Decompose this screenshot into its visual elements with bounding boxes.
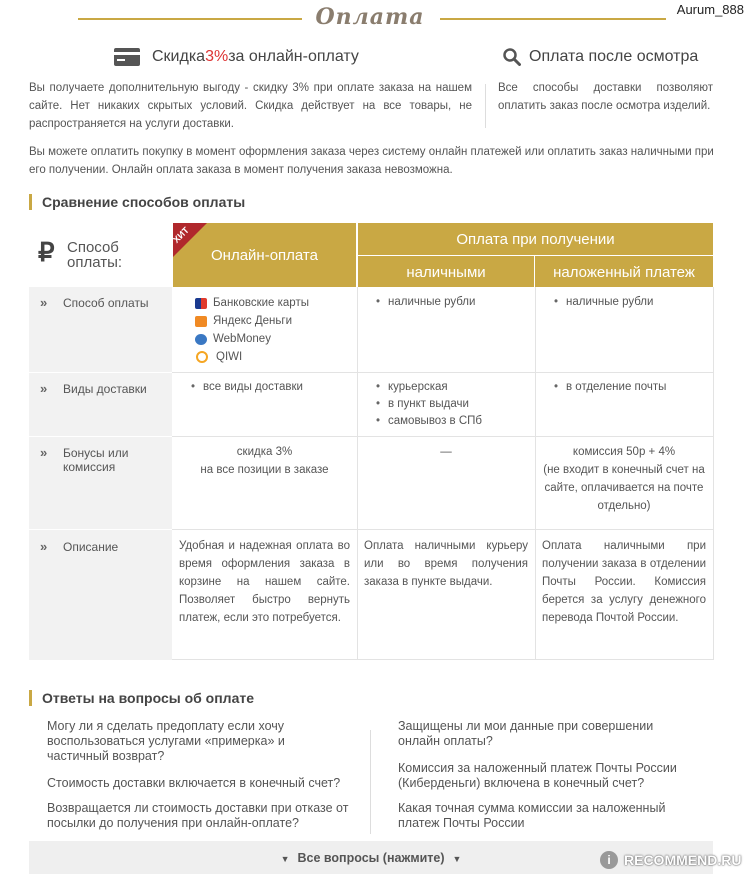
- payment-method-item: [195, 348, 309, 366]
- grid-line: [172, 659, 713, 660]
- cod-delivery-list: [552, 379, 666, 396]
- chevron-double-right-icon: »: [40, 539, 48, 554]
- paragraph-divider: [485, 84, 486, 128]
- faq-question-link[interactable]: Защищены ли мои данные при совершении онлайн оплаты?: [398, 719, 654, 748]
- faq-question-link[interactable]: Стоимость доставки включается в конечный счет?: [47, 776, 341, 790]
- column-header-on-receipt: [358, 223, 713, 255]
- yandex-money-icon: [195, 316, 207, 327]
- caret-down-icon: ▼: [452, 854, 462, 864]
- cod-description: Оплата наличными при получении заказа в отделении Почты России. Комиссия берется за услугу денежного перевода Почтой России.: [542, 540, 706, 624]
- feature-prefix: Скидка: [152, 48, 206, 65]
- recommend-logo-icon: i: [600, 851, 618, 869]
- corner-cell: [29, 223, 172, 287]
- payment-method-label: Яндекс Деньги: [213, 315, 293, 327]
- payment-method-label: QIWI: [216, 351, 243, 363]
- column-on-receipt-label: Оплата при получении: [456, 231, 615, 248]
- online-delivery-list: [189, 379, 303, 396]
- discount-highlight: 3%: [205, 48, 229, 65]
- list-item: • наличные рубли: [374, 294, 475, 311]
- chevron-double-right-icon: »: [40, 445, 48, 460]
- faq-question-link[interactable]: Возвращается ли стоимость доставки при отказе от посылки до получения при онлайн-оплате?: [47, 801, 349, 830]
- online-description: Удобная и надежная оплата во время оформления заказа в корзине на нашем сайте. Позволяет быстро вернуть платеж, если это потребуется.: [179, 540, 350, 624]
- grid-line: [713, 287, 714, 660]
- header-divider-right: [440, 18, 666, 20]
- visa-mastercard-icon: [195, 298, 207, 309]
- comparison-section-title: Сравнение способов оплаты: [29, 194, 245, 210]
- page-title: Оплата: [315, 4, 425, 30]
- list-item: • наличные рубли: [552, 294, 653, 311]
- column-header-cod: [535, 256, 713, 287]
- cash-bonus: —: [440, 446, 452, 458]
- online-bonus-line: скидка 3%: [236, 446, 293, 458]
- list-item: • все виды доставки: [189, 379, 303, 396]
- list-item: • курьерская: [374, 379, 482, 396]
- faq-question-link[interactable]: Комиссия за наложенный платеж Почты России (Киберденьги) включена в конечный счет?: [398, 761, 677, 790]
- online-bonus: [173, 443, 356, 479]
- cash-description: Оплата наличными курьеру или во время получения заказа в пункте выдачи.: [364, 540, 528, 588]
- feature-right-label: Оплата после осмотра: [529, 48, 699, 65]
- payment-method-label: Банковские карты: [213, 297, 309, 309]
- cod-bonus-line: комиссия 50р + 4%: [572, 446, 676, 458]
- row-label-bonus: Бонусы или комиссия: [63, 446, 129, 474]
- list-item: • в пункт выдачи: [374, 396, 482, 413]
- row-label-delivery: Виды доставки: [63, 382, 147, 396]
- cash-delivery-list: [374, 379, 482, 430]
- corner-label: Способ оплаты:: [67, 239, 123, 271]
- faq-section-title: Ответы на вопросы об оплате: [29, 690, 254, 706]
- inspection-paragraph: Все способы доставки позволяют оплатить заказ после осмотра изделий.: [498, 82, 713, 112]
- grid-line: [172, 529, 713, 530]
- payment-method-item: [195, 294, 309, 312]
- payment-method-item: [195, 330, 309, 348]
- row-label-payment-method: Способ оплаты: [63, 296, 149, 310]
- faq-question-link[interactable]: Могу ли я сделать предоплату если хочу воспользоваться услугами «примерка» и частичный возврат?: [47, 719, 285, 763]
- recommend-watermark: [600, 851, 741, 869]
- online-bonus-line: на все позиции в заказе: [200, 464, 329, 476]
- search-icon: [503, 48, 521, 66]
- watermark-text: RECOMMEND.RU: [624, 852, 742, 868]
- payment-info-paragraph: Вы можете оплатить покупку в момент оформления заказа через систему онлайн платежей или оплатить заказ наличными при его получении. Онлайн оплата заказа в момент получения заказа невозможна.: [29, 146, 714, 176]
- column-cod-label: наложенный платеж: [553, 264, 695, 281]
- hit-badge: ХИТ: [171, 225, 191, 245]
- column-online-label: Онлайн-оплата: [211, 247, 318, 264]
- chevron-double-right-icon: »: [40, 381, 48, 396]
- list-item: • самовывоз в СПб: [374, 413, 482, 430]
- online-payment-methods: [195, 294, 309, 366]
- column-cash-label: наличными: [406, 264, 486, 281]
- grid-line: [357, 287, 358, 660]
- chevron-double-right-icon: »: [40, 295, 48, 310]
- faq-divider: [370, 730, 371, 834]
- all-questions-label: Все вопросы (нажмите): [297, 851, 445, 865]
- caret-down-icon: ▼: [280, 854, 290, 864]
- payment-method-item: [195, 312, 309, 330]
- column-header-cash: [358, 256, 534, 287]
- cod-bonus: [540, 443, 708, 515]
- qiwi-icon: [196, 351, 208, 363]
- username-watermark: Aurum_888: [676, 2, 744, 17]
- feature-suffix: за онлайн-оплату: [228, 48, 359, 65]
- cod-payment-methods: [552, 294, 653, 311]
- grid-line: [535, 287, 536, 660]
- cash-payment-methods: [374, 294, 475, 311]
- list-item: • в отделение почты: [552, 379, 666, 396]
- feature-online-discount: [114, 48, 359, 66]
- webmoney-icon: [195, 334, 207, 345]
- discount-paragraph: Вы получаете дополнительную выгоду - скидку 3% при оплате заказа на нашем сайте. Нет никаких скрытых условий. Скидка действует на все товары, не распространяется на услуги доставки.: [29, 82, 472, 130]
- row-label-description: Описание: [63, 540, 119, 554]
- credit-card-icon: [114, 48, 140, 66]
- grid-line: [172, 436, 713, 437]
- ruble-icon: ₽: [38, 237, 55, 267]
- payment-method-label: WebMoney: [213, 333, 271, 345]
- cod-bonus-line: (не входит в конечный счет на сайте, оплачивается на почте отдельно): [543, 464, 705, 512]
- faq-question-link[interactable]: Какая точная сумма комиссии за наложенный платеж Почты России: [398, 801, 666, 830]
- header-divider-left: [78, 18, 302, 20]
- grid-line: [172, 372, 713, 373]
- feature-pay-after-inspection: [503, 48, 698, 66]
